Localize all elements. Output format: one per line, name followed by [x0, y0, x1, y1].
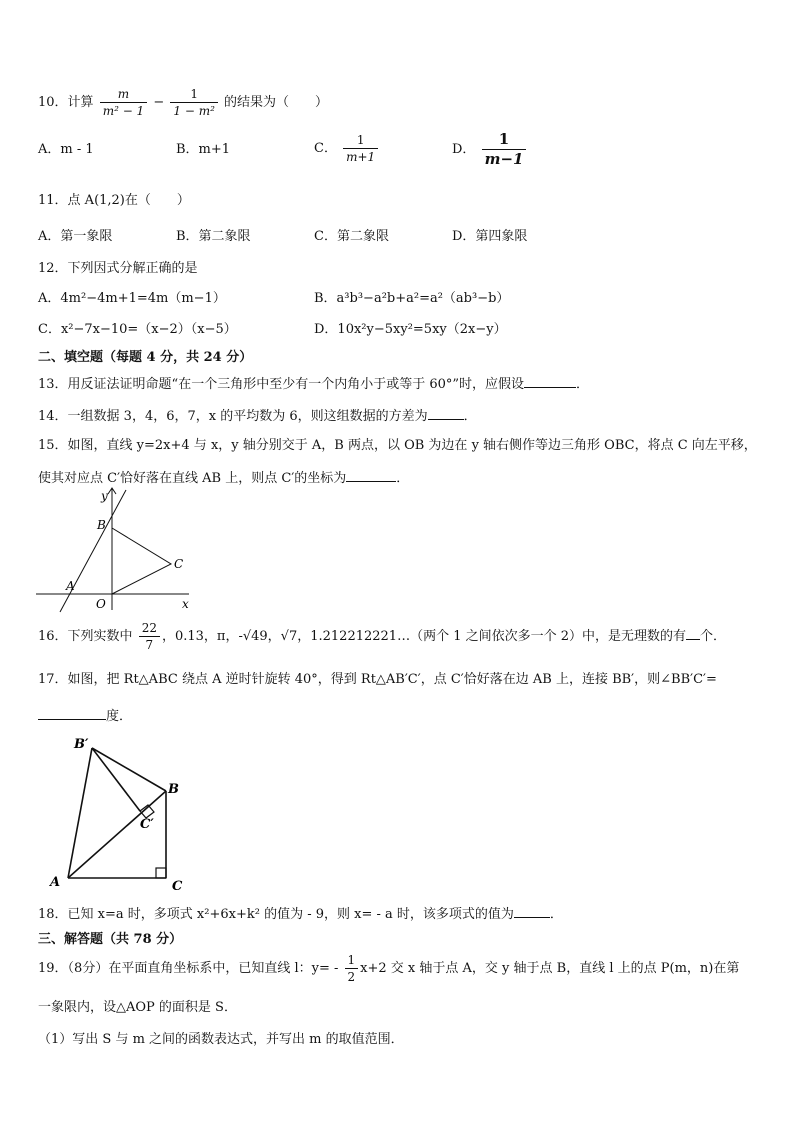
answer-blank — [428, 406, 464, 420]
q11-option-b: B．第二象限 — [176, 229, 251, 244]
question-15-line-2: 使其对应点 C′恰好落在直线 AB 上，则点 C′的坐标为 ． — [38, 468, 409, 488]
question-15-line-1: 15．如图，直线 y=2x+4 与 x，y 轴分别交于 A，B 两点，以 OB 为边在 y 轴右侧作等边三角形 OBC，将点 C 向左平移， — [38, 438, 757, 453]
label-c-prime: C′ — [140, 817, 154, 832]
label-o: O — [96, 597, 106, 611]
segment-ab — [68, 791, 166, 878]
segment-b-prime-b — [92, 748, 166, 791]
triangle-obc — [112, 528, 171, 594]
q10-fraction-1: $\frac{m}{\text{m² − 1}}$ — [100, 86, 148, 119]
q10-option-b: B．m+1 — [176, 142, 231, 157]
question-16: 16．下列实数中 $\frac{22}{7}$ ，0.13，π，-√49，√7，1.212212221…（两个 1 之间依次多一个 2）中，是无理数的有 个． — [38, 621, 727, 652]
question-14: 14．一组数据 3，4，6，7，x 的平均数为 6，则这组数据的方差为 ． — [38, 406, 477, 426]
q12-option-d: D．10x²y−5xy²=5xy（2x−y） — [314, 322, 507, 337]
section-3-heading: 三、解答题（共 78 分） — [38, 932, 183, 947]
label-x: x — [182, 597, 189, 611]
segment-ab-prime — [68, 748, 92, 878]
label-b-prime: B′ — [74, 737, 89, 752]
label-c: C — [172, 879, 183, 894]
answer-blank — [514, 904, 550, 918]
q10-option-d: D． $\frac{1}{m-1}$ — [452, 130, 528, 169]
label-c: C — [174, 557, 184, 571]
question-11: 11．点 A(1,2)在（ ） — [38, 193, 190, 208]
q10-suffix: 的结果为（ ） — [224, 95, 329, 110]
question-17-line-1: 17．如图，把 Rt△ABC 绕点 A 逆时针旋转 40°，得到 Rt△AB′C′，点 C′恰好落在边 AB 上，连接 BB′，则∠BB′C′= — [38, 672, 717, 687]
figure-15 — [34, 484, 200, 614]
label-a: A — [66, 579, 75, 593]
q11-option-c: C．第二象限 — [314, 229, 389, 244]
q12-option-c: C．x²−7x−10=（x−2）（x−5） — [38, 322, 237, 337]
q10-option-a: A．m - 1 — [38, 142, 94, 157]
label-a: A — [50, 875, 61, 890]
label-b: B — [168, 782, 179, 797]
question-10 — [38, 86, 328, 119]
question-19-part-1: （1）写出 S 与 m 之间的函数表达式，并写出 m 的取值范围． — [38, 1032, 404, 1047]
q12-option-b: B．a³b³−a²b+a²=a²（ab³−b） — [314, 291, 510, 306]
segment-b-prime-c-prime — [92, 748, 140, 811]
figure-17 — [40, 730, 200, 895]
q10-option-c: C． $\frac{1}{m+1}$ — [314, 132, 380, 165]
q11-option-d: D．第四象限 — [452, 229, 528, 244]
question-19-line-2: 一象限内，设△AOP 的面积是 S． — [38, 1000, 237, 1015]
question-19-line-1: 19．（8分）在平面直角坐标系中，已知直线 l：y= - $\frac{1}{2}$ x+2 交 x 轴于点 A，交 y 轴于点 B，直线 l 上的点 P(m，n)在第 — [38, 953, 740, 984]
answer-blank — [524, 374, 576, 388]
question-12: 12．下列因式分解正确的是 — [38, 261, 198, 276]
question-13: 13．用反证法证明命题“在一个三角形中至少有一个内角小于或等于 60°”时，应假设 ． — [38, 374, 589, 394]
q10-minus: − — [153, 95, 165, 110]
answer-blank — [38, 706, 106, 720]
answer-blank — [686, 626, 700, 640]
q11-option-a: A．第一象限 — [38, 229, 113, 244]
section-2-heading: 二、填空题（每题 4 分，共 24 分） — [38, 350, 253, 365]
right-angle-c — [156, 868, 166, 878]
question-18: 18．已知 x=a 时，多项式 x²+6x+k² 的值为 - 9，则 x= - a 时，该多项式的值为 ． — [38, 904, 563, 924]
label-y: y — [101, 489, 108, 503]
q10-fraction-2: $\frac{1}{\text{1 − m²}}$ — [170, 86, 218, 119]
q10-prefix: 10．计算 — [38, 95, 94, 110]
question-17-line-2: 度． — [38, 706, 132, 726]
answer-blank — [346, 468, 396, 482]
label-b: B — [97, 518, 106, 532]
q12-option-a: A．4m²−4m+1=4m（m−1） — [38, 291, 226, 306]
